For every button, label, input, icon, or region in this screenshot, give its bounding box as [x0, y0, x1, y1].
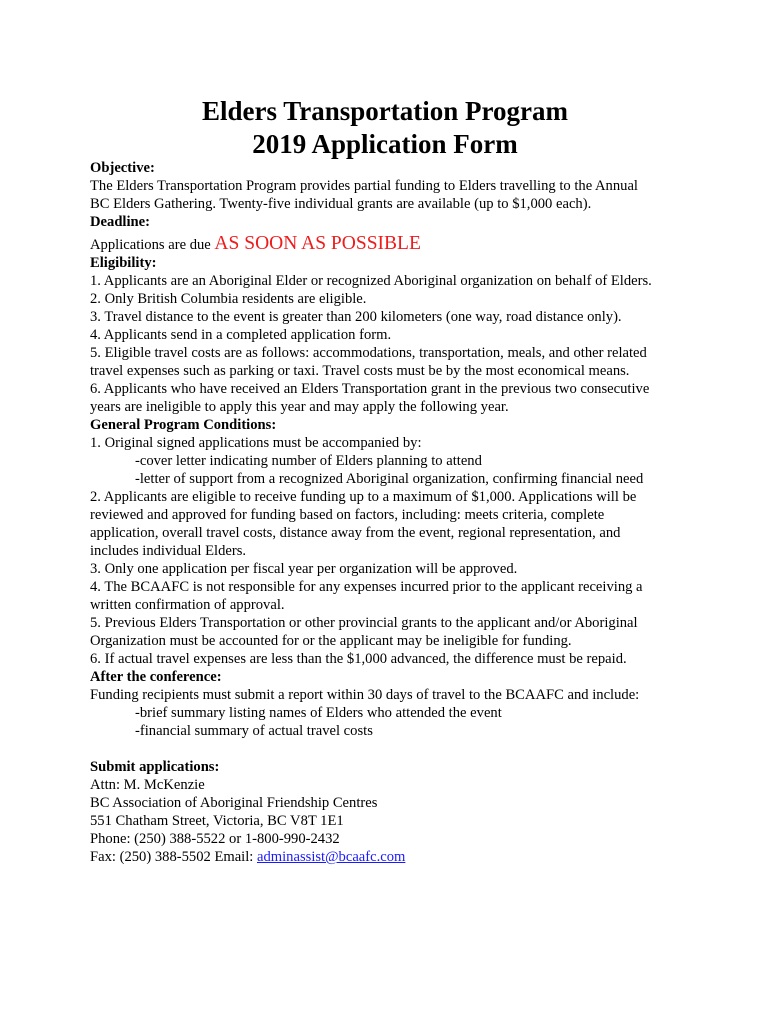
eligibility-line: travel expenses such as parking or taxi. Travel costs must be by the most economical means. [90, 363, 630, 379]
conditions-line: Organization must be accounted for or the applicant may be ineligible for funding. [90, 633, 572, 649]
deadline-heading: Deadline: [90, 214, 150, 230]
submit-fax-email [90, 848, 730, 866]
conditions-line: reviewed and approved for funding based on factors, including: meets criteria, complete [90, 507, 605, 523]
conditions-line: 2. Applicants are eligible to receive funding up to a maximum of $1,000. Applications will be [90, 489, 637, 505]
email-link[interactable]: adminassist@bcaafc.com [257, 849, 406, 865]
conditions-line: includes individual Elders. [90, 543, 247, 559]
conditions-subitem: -cover letter indicating number of Elders planning to attend [135, 453, 482, 469]
conditions-line: written confirmation of approval. [90, 597, 285, 613]
conditions-line: 5. Previous Elders Transportation or other provincial grants to the applicant and/or Aboriginal [90, 615, 638, 631]
document-body [90, 159, 730, 866]
after-line: Funding recipients must submit a report within 30 days of travel to the BCAAFC and include: [90, 687, 640, 703]
conditions-heading: General Program Conditions: [90, 417, 277, 433]
submit-organization: BC Association of Aboriginal Friendship Centres [90, 795, 378, 811]
submit-attn: Attn: M. McKenzie [90, 777, 205, 793]
eligibility-line: years are ineligible to apply this year and may apply the following year. [90, 399, 509, 415]
section-spacer [90, 740, 730, 758]
document-title-line2: 2019 Application Form [252, 129, 518, 159]
conditions-line: 1. Original signed applications must be accompanied by: [90, 435, 422, 451]
submit-phone: Phone: (250) 388-5522 or 1-800-990-2432 [90, 831, 340, 847]
eligibility-line: 3. Travel distance to the event is greater than 200 kilometers (one way, road distance only). [90, 309, 622, 325]
submit-address: 551 Chatham Street, Victoria, BC V8T 1E1 [90, 813, 344, 829]
objective-line: BC Elders Gathering. Twenty-five individual grants are available (up to $1,000 each). [90, 196, 592, 212]
eligibility-line: 1. Applicants are an Aboriginal Elder or recognized Aboriginal organization on behalf of Elders. [90, 273, 652, 289]
after-subitem: -financial summary of actual travel costs [135, 723, 373, 739]
eligibility-line: 2. Only British Columbia residents are eligible. [90, 291, 367, 307]
objective-line: The Elders Transportation Program provides partial funding to Elders travelling to the Annual [90, 178, 638, 194]
after-subitem: -brief summary listing names of Elders who attended the event [135, 705, 502, 721]
eligibility-line: 5. Eligible travel costs are as follows: accommodations, transportation, meals, and other related [90, 345, 647, 361]
deadline-prefix: Applications are due [90, 237, 215, 253]
conditions-line: 3. Only one application per fiscal year per organization will be approved. [90, 561, 518, 577]
conditions-line: 4. The BCAAFC is not responsible for any expenses incurred prior to the applicant receiving a [90, 579, 643, 595]
document-title-line1: Elders Transportation Program [202, 96, 568, 126]
conditions-line: application, overall travel costs, distance away from the event, regional representation, and [90, 525, 621, 541]
conditions-subitem: -letter of support from a recognized Aboriginal organization, confirming financial need [135, 471, 644, 487]
eligibility-heading: Eligibility: [90, 255, 157, 271]
objective-heading: Objective: [90, 160, 155, 176]
submit-heading: Submit applications: [90, 759, 220, 775]
after-heading: After the conference: [90, 669, 222, 685]
fax-text: Fax: (250) 388-5502 Email: [90, 849, 257, 865]
eligibility-line: 6. Applicants who have received an Elders Transportation grant in the previous two consecutive [90, 381, 650, 397]
conditions-line: 6. If actual travel expenses are less than the $1,000 advanced, the difference must be repaid. [90, 651, 627, 667]
deadline-emphasis: AS SOON AS POSSIBLE [214, 233, 421, 254]
deadline-line [90, 232, 730, 254]
eligibility-line: 4. Applicants send in a completed application form. [90, 327, 392, 343]
